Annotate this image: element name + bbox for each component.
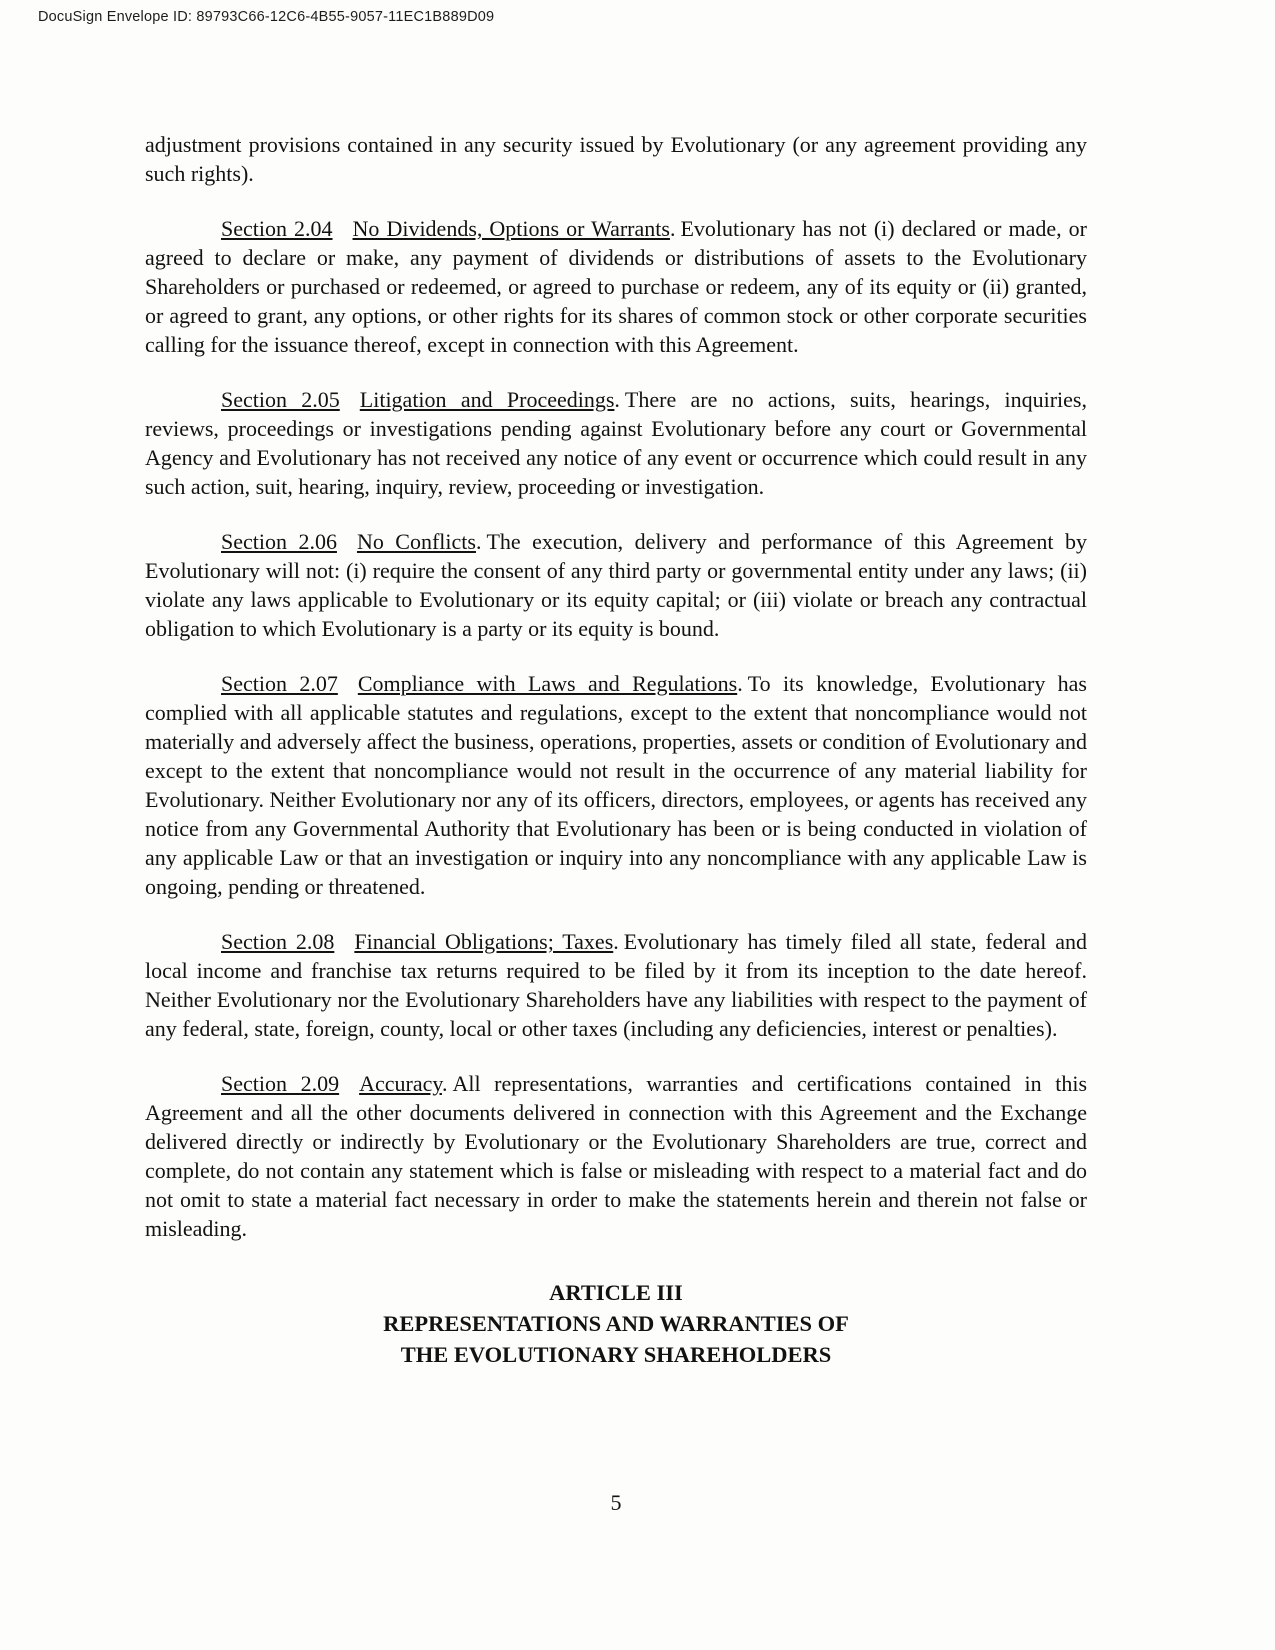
section-title: Financial Obligations; Taxes	[354, 929, 614, 954]
section-title-period: .	[613, 929, 619, 954]
section-2-04	[145, 214, 1087, 359]
document-body	[145, 130, 1087, 1370]
paragraph-intro-continuation: adjustment provisions contained in any security issued by Evolutionary (or any agreement providing any such rights).	[145, 132, 1087, 186]
section-body: All representations, warranties and certifications contained in this Agreement and all the other documents delivered in connection with this Agreement and the Exchange delivered directly or indirectly by Evolutionary or the Evolutionary Shareholders are true, correct and complete, do not contain any statement which is false or misleading with respect to a material fact and do not omit to state a material fact necessary in order to make the statements herein and therein not false or misleading.	[145, 1071, 1087, 1241]
section-title: No Conflicts	[356, 529, 476, 554]
section-2-07	[145, 669, 1087, 901]
docusign-envelope-id: DocuSign Envelope ID: 89793C66-12C6-4B55-9057-11EC1B889D09	[38, 9, 495, 25]
section-2-08	[145, 927, 1087, 1043]
article-heading-line-1: ARTICLE III	[549, 1280, 683, 1305]
section-body: The execution, delivery and performance of this Agreement by Evolutionary will not: (i) require the consent of any third party or governmental entity under any laws; (ii) violate any laws applicable to Evolutionary or its equity capital; or (iii) violate or breach any contractual obligation to which Evolutionary is a party or its equity is bound.	[145, 529, 1087, 641]
section-2-09	[145, 1069, 1087, 1243]
section-body: Evolutionary has timely filed all state, federal and local income and franchise tax returns required to be filed by it from its inception to the date hereof. Neither Evolutionary nor the Evolutionary Shareholders have any liabilities with respect to the payment of any federal, state, foreign, county, local or other taxes (including any deficiencies, interest or penalties).	[145, 929, 1087, 1041]
section-title: Compliance with Laws and Regulations	[357, 671, 738, 696]
section-number: Section 2.05	[221, 387, 340, 412]
article-heading-line-3: THE EVOLUTIONARY SHAREHOLDERS	[400, 1342, 832, 1367]
article-heading	[145, 1277, 1087, 1370]
section-number: Section 2.07	[221, 671, 338, 696]
section-number: Section 2.04	[221, 216, 333, 241]
section-number: Section 2.06	[221, 529, 337, 554]
section-body: Evolutionary has not (i) declared or made, or agreed to declare or make, any payment of dividends or distributions of assets to the Evolutionary Shareholders or purchased or redeemed, or agreed to purchase or redeem, any of its equity or (ii) granted, or agreed to grant, any options, or other rights for its shares of common stock or other corporate securities calling for the issuance thereof, except in connection with this Agreement.	[145, 216, 1087, 357]
section-title: Accuracy	[359, 1071, 442, 1096]
section-title-period: .	[669, 216, 676, 241]
section-title-period: .	[737, 671, 743, 696]
section-title-period: .	[614, 387, 620, 412]
section-body: To its knowledge, Evolutionary has complied with all applicable statutes and regulations, except to the extent that noncompliance would not materially and adversely affect the business, operations, properties, assets or condition of Evolutionary and except to the extent that noncompliance would not result in the occurrence of any material liability for Evolutionary. Neither Evolutionary nor any of its officers, directors, employees, or agents has received any notice from any Governmental Authority that Evolutionary has been or is being conducted in violation of any applicable Law or that an investigation or inquiry into any noncompliance with any applicable Law is ongoing, pending or threatened.	[145, 671, 1087, 899]
section-number: Section 2.09	[221, 1071, 340, 1096]
section-title: Litigation and Proceedings	[359, 387, 615, 412]
section-2-05	[145, 385, 1087, 501]
page-number: 5	[610, 1490, 622, 1515]
section-title-period: .	[475, 529, 482, 554]
section-title-period: .	[441, 1071, 448, 1096]
article-heading-line-2: REPRESENTATIONS AND WARRANTIES OF	[383, 1311, 849, 1336]
section-body: There are no actions, suits, hearings, inquiries, reviews, proceedings or investigations pending against Evolutionary before any court or Governmental Agency and Evolutionary has not received any notice of any event or occurrence which could result in any such action, suit, hearing, inquiry, review, proceeding or investigation.	[145, 387, 1087, 499]
section-2-06	[145, 527, 1087, 643]
section-title: No Dividends, Options or Warrants	[352, 216, 670, 241]
section-number: Section 2.08	[221, 929, 335, 954]
